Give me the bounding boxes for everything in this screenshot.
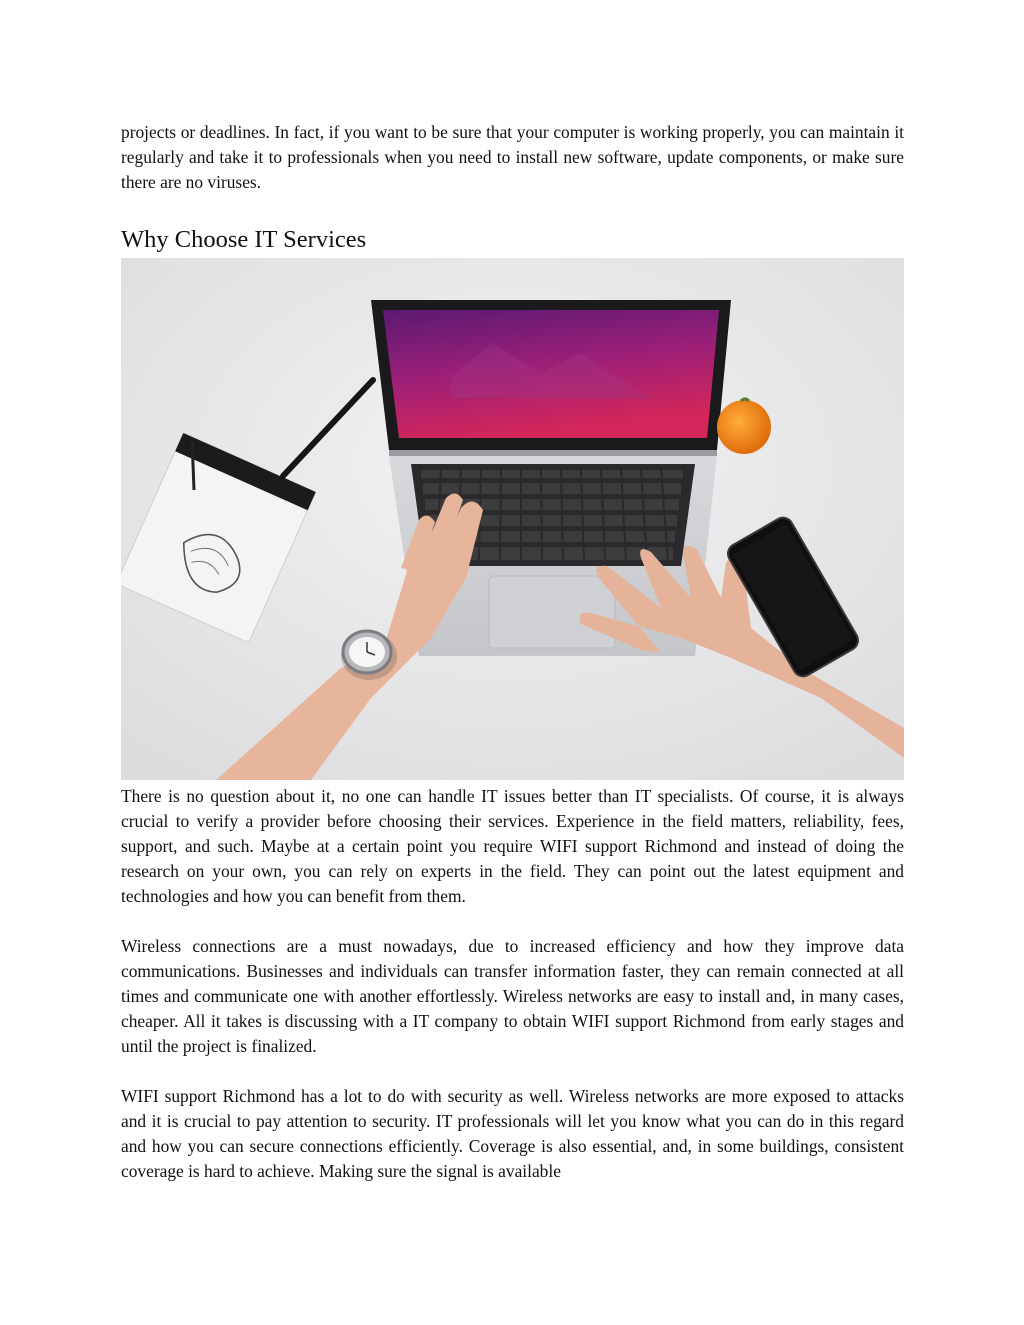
paragraph-wifi-security: WIFI support Richmond has a lot to do with security as well. Wireless networks are more exposed to attacks and it is crucial to pay attention to security. IT professionals will let you know what you can do in this regard and how you can secure connections efficiently. Coverage is also essential, and, in some buildings, consistent coverage is hard to achieve. Making sure the signal is available (121, 1086, 904, 1181)
notebook-ribbon (192, 438, 194, 490)
laptop-desk-photo (121, 258, 904, 780)
paragraph-wireless-connections: Wireless connections are a must nowadays, due to increased efficiency and how they improve data communications. Businesses and individuals can transfer information faster, they can remain connected at all times and communicate one with another effortlessly. Wireless networks are easy to install and, in many cases, cheaper. All it takes is discussing with a IT company to obtain WIFI support Richmond from early stages and until the project is finalized. (121, 936, 904, 1056)
section-heading: Why Choose IT Services (121, 226, 367, 253)
document-page (121, 120, 904, 1184)
intro-paragraph: projects or deadlines. In fact, if you want to be sure that your computer is working properly, you can maintain it regularly and take it to professionals when you need to install new software, update components, or make sure there are no viruses. (121, 122, 904, 192)
paragraph-it-specialists: There is no question about it, no one can handle IT issues better than IT specialists. Of course, it is always crucial to verify a provider before choosing their services. Experience in the field matters, reliability, fees, support, and such. Maybe at a certain point you require WIFI support Richmond and instead of doing the research on your own, you can rely on experts in the field. They can point out the latest equipment and technologies and how you can benefit from them. (121, 786, 904, 906)
